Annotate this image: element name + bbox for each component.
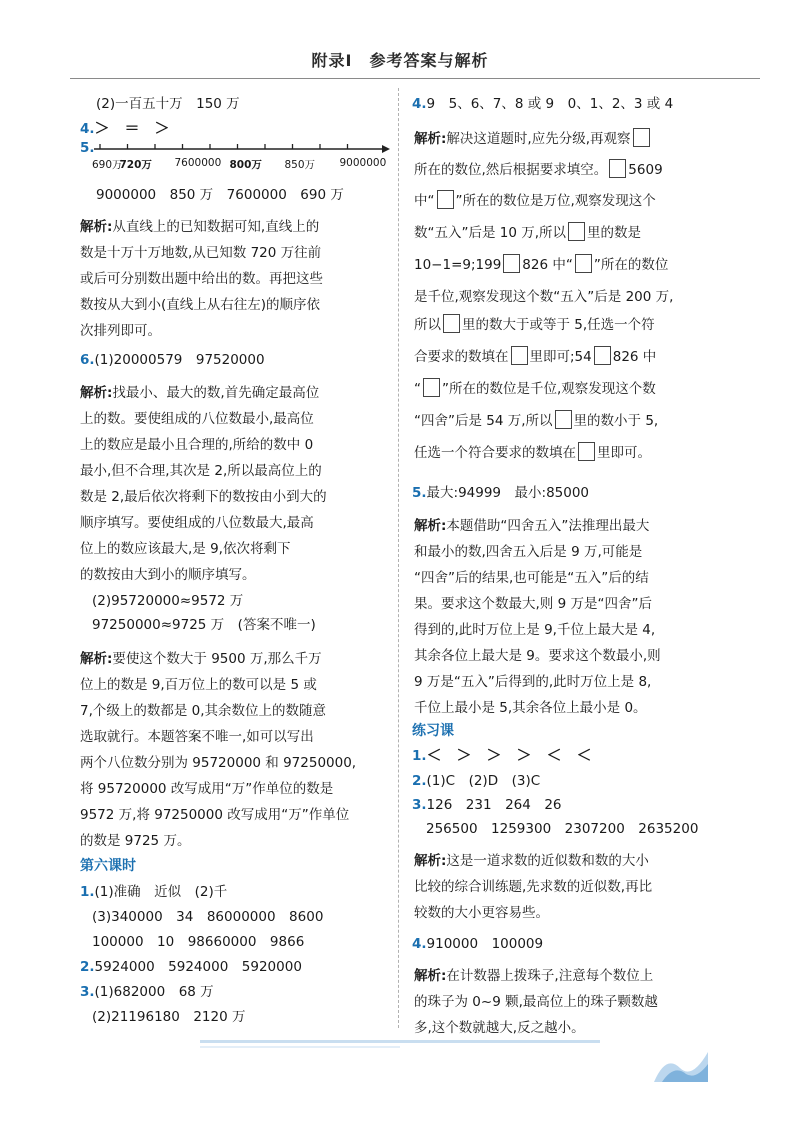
r-exp-line: 多,这个数就越大,反之越小。 — [414, 1020, 585, 1036]
r-q4-answer: 4.9 5、6、7、8 或 9 0、1、2、3 或 4 — [412, 96, 674, 112]
r-exp-line: 9 万是“五入”后得到的,此时万位上是 8, — [414, 674, 652, 690]
r-exp-line: 其余各位上最大是 9。要求这个数最小,则 — [414, 648, 661, 664]
page-header: 附录Ⅰ 参考答案与解析 — [311, 51, 489, 70]
r-exp-line: 任选一个符合要求的数填在 里即可。 — [414, 441, 651, 461]
r-exp-line: 的珠子为 0~9 颗,最高位上的珠子颗数越 — [414, 994, 658, 1010]
blank-box — [594, 346, 611, 365]
practice-q1: 1.＜ ＞ ＞ ＞ ＜ ＜ — [412, 746, 592, 764]
explanation-line: 两个八位数分别为 95720000 和 97250000, — [80, 755, 357, 771]
lesson6-q2: 2.5924000 5924000 5920000 — [80, 959, 302, 975]
r-exp-line: 数“五入”后是 10 万,所以 里的数是 — [414, 221, 641, 241]
explanation-line: 数是 2,最后依次将剩下的数按由小到大的 — [80, 489, 327, 505]
number-line-label: 690万 — [92, 159, 123, 171]
number-line-label: 7600000 — [174, 157, 222, 169]
number-line-label: 9000000 — [339, 157, 387, 169]
r-exp-line: 10−1=9;199 826 中“ ”所在的数位 — [414, 253, 668, 273]
explanation-line: 9572 万,将 97250000 改写成用“万”作单位 — [80, 807, 350, 823]
blank-box — [575, 254, 592, 273]
explanation-line: 选取就行。本题答案不唯一,如可以写出 — [80, 729, 314, 745]
r-exp-line: 得到的,此时万位上是 9,千位上最大是 4, — [414, 622, 656, 638]
r-exp-line: 合要求的数填在 里即可;54 826 中 — [414, 345, 656, 365]
q3-answer: (2)一百五十万 150 万 — [96, 96, 240, 112]
r-exp-line: 比较的综合训练题,先求数的近似数,再比 — [414, 879, 653, 895]
footer-decoration — [200, 1046, 400, 1048]
r-explanation-5: 解析:本题借助“四舍五入”法推理出最大 — [414, 518, 650, 534]
blank-box — [423, 378, 440, 397]
lesson6-q1-line: (3)340000 34 86000000 8600 — [92, 909, 324, 925]
practice-q3-line: 256500 1259300 2307200 2635200 — [426, 821, 699, 837]
blank-box — [511, 346, 528, 365]
q6-2-answer-a: (2)95720000≈9572 万 — [92, 593, 244, 609]
q6-2-answer-b: 97250000≈9725 万 (答案不唯一) — [92, 617, 316, 633]
r-exp-line: 是千位,观察发现这个数“五入”后是 200 万, — [414, 289, 674, 305]
number-line-label: 720万 — [119, 159, 152, 171]
header-rule — [70, 78, 760, 79]
r-explanation-4: 解析:解决这道题时,应先分级,再观察 — [414, 127, 652, 147]
r-exp-line: 千位上最小是 5,其余各位上最小是 0。 — [414, 700, 647, 716]
q4-answer: 4.＞ ＝ ＞ — [80, 119, 170, 137]
explanation-line: 顺序填写。要使组成的八位数最大,最高 — [80, 515, 314, 531]
r-exp-line: “ ”所在的数位是千位,观察发现这个数 — [414, 377, 656, 397]
r-exp-line: 较数的大小更容易些。 — [414, 905, 549, 921]
explanation-line: 数是十万十万地数,从已知数 720 万往前 — [80, 245, 322, 261]
r-exp-line: 和最小的数,四舍五入后是 9 万,可能是 — [414, 544, 643, 560]
explanation-line: 或后可分别数出题中给出的数。再把这些 — [80, 271, 323, 287]
explanation-line: 次排列即可。 — [80, 323, 161, 339]
practice-q2: 2.(1)C (2)D (3)C — [412, 773, 541, 789]
explanation-line: 最小,但不合理,其次是 2,所以最高位上的 — [80, 463, 322, 479]
blank-box — [609, 159, 626, 178]
practice-q3: 3.126 231 264 26 — [412, 797, 562, 813]
q6-answer: 6.(1)20000579 97520000 — [80, 352, 265, 368]
blank-box — [633, 128, 650, 147]
explanation-line: 数按从大到小(直线上从右往左)的顺序依 — [80, 297, 321, 313]
r-exp-line: 果。要求这个数最大,则 9 万是“四舍”后 — [414, 596, 652, 612]
explanation-1: 解析:从直线上的已知数据可知,直线上的 — [80, 219, 320, 235]
r-exp-line: 中“ ”所在的数位是万位,观察发现这个 — [414, 189, 656, 209]
blank-box — [555, 410, 572, 429]
r-q5-answer: 5.最大:94999 最小:85000 — [412, 485, 590, 501]
footer-decoration — [200, 1040, 600, 1043]
section-title-lesson6: 第六课时 — [80, 858, 136, 874]
r-explanation-7: 解析:在计数器上拨珠子,注意每个数位上 — [414, 968, 654, 984]
explanation-line: 的数是 9725 万。 — [80, 833, 191, 849]
r-exp-line: 所在的数位,然后根据要求填空。 5609 — [414, 158, 663, 178]
corner-wave-icon — [652, 1048, 712, 1084]
explanation-line: 将 95720000 改写成用“万”作单位的数是 — [80, 781, 334, 797]
blank-box — [568, 222, 585, 241]
lesson6-q3-line: (2)21196180 2120 万 — [92, 1009, 246, 1025]
section-title-practice: 练习课 — [412, 723, 454, 739]
blank-box — [503, 254, 520, 273]
explanation-line: 上的数应是最小且合理的,所给的数中 0 — [80, 437, 314, 453]
explanation-2: 解析:找最小、最大的数,首先确定最高位 — [80, 385, 320, 401]
r-exp-line: “四舍”后是 54 万,所以 里的数小于 5, — [414, 409, 658, 429]
lesson6-q1: 1.(1)准确 近似 (2)千 — [80, 884, 228, 900]
number-line-label: 850万 — [284, 159, 316, 171]
blank-box — [578, 442, 595, 461]
practice-q4: 4.910000 100009 — [412, 936, 544, 952]
explanation-line: 上的数。要使组成的八位数最小,最高位 — [80, 411, 314, 427]
lesson6-q3: 3.(1)682000 68 万 — [80, 984, 214, 1000]
r-explanation-6: 解析:这是一道求数的近似数和数的大小 — [414, 853, 649, 869]
explanation-line: 的数按由大到小的顺序填写。 — [80, 567, 256, 583]
r-exp-line: 所以 里的数大于或等于 5,任选一个符 — [414, 313, 655, 333]
explanation-line: 位上的数是 9,百万位上的数可以是 5 或 — [80, 677, 317, 693]
explanation-3: 解析:要使这个数大于 9500 万,那么千万 — [80, 651, 322, 667]
q5-number: 5. — [80, 140, 95, 156]
explanation-line: 位上的数应该最大,是 9,依次将剩下 — [80, 541, 291, 557]
explanation-line: 7,个级上的数都是 0,其余数位上的数随意 — [80, 703, 327, 719]
column-divider — [398, 88, 399, 1028]
lesson6-q1-line: 100000 10 98660000 9866 — [92, 934, 305, 950]
number-line-label: 800万 — [229, 159, 262, 171]
q5-answer: 9000000 850 万 7600000 690 万 — [96, 187, 344, 203]
blank-box — [437, 190, 454, 209]
blank-box — [443, 314, 460, 333]
r-exp-line: “四舍”后的结果,也可能是“五入”后的结 — [414, 570, 649, 586]
